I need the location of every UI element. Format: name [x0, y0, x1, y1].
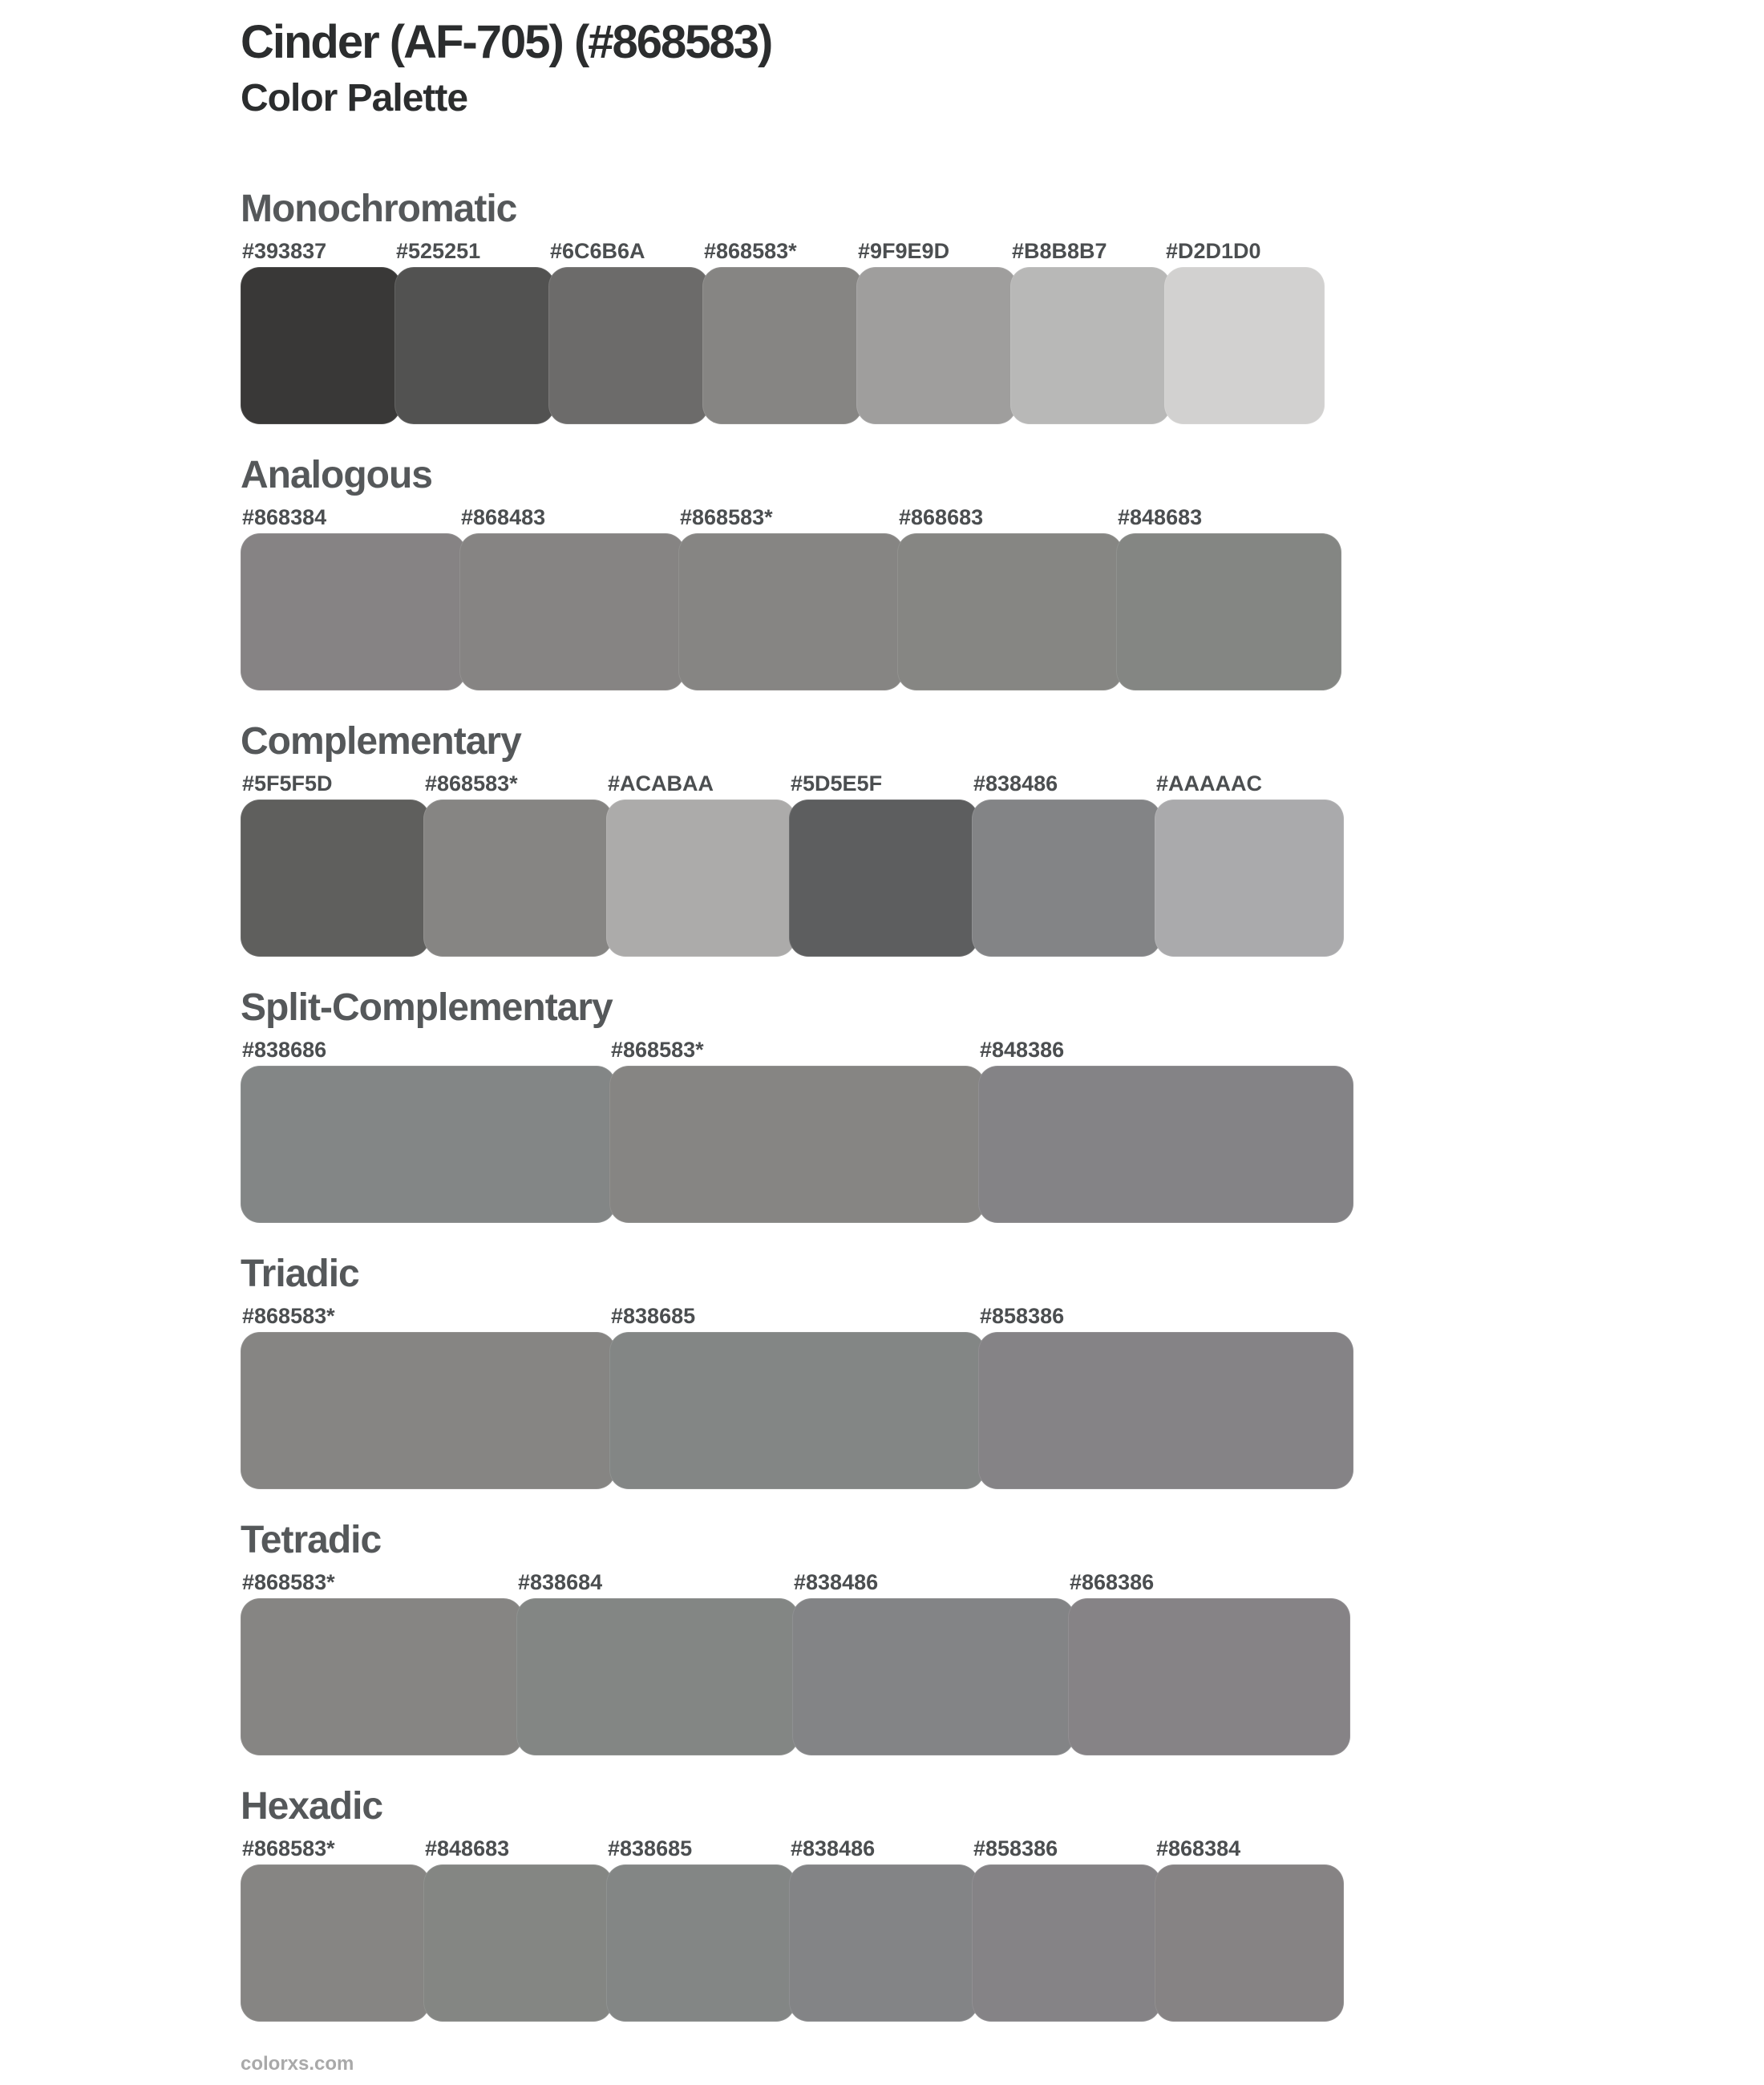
swatch-cell	[241, 1838, 430, 2022]
page-title: Cinder (AF-705) (#868583)	[241, 16, 772, 68]
swatch-hex-label: #868386	[1070, 1570, 1155, 1595]
section-heading: Analogous	[241, 454, 432, 497]
swatch-cell	[1155, 773, 1344, 957]
color-swatch[interactable]	[789, 800, 978, 957]
swatch-cell	[241, 773, 430, 957]
swatch-cell	[241, 507, 466, 690]
palette-section-complementary	[241, 722, 1764, 957]
swatch-cell	[606, 1838, 795, 2022]
swatch-cell	[678, 507, 904, 690]
swatch-cell	[1116, 507, 1341, 690]
color-swatch[interactable]	[856, 267, 1017, 424]
swatch-hex-label: #868583*	[242, 1836, 335, 1861]
palette-section-monochromatic	[241, 189, 1764, 424]
color-swatch[interactable]	[792, 1598, 1074, 1755]
section-heading: Monochromatic	[241, 188, 517, 231]
swatch-cell	[789, 773, 978, 957]
swatch-hex-label: #858386	[973, 1836, 1058, 1861]
swatch-hex-label: #838684	[518, 1570, 603, 1595]
swatch-cell	[241, 241, 401, 424]
swatch-cell	[516, 1572, 799, 1755]
color-swatch[interactable]	[241, 800, 430, 957]
swatch-cell	[978, 1039, 1353, 1223]
swatch-cell	[972, 773, 1161, 957]
color-swatch[interactable]	[1155, 800, 1344, 957]
palette-section-split-complementary	[241, 988, 1764, 1223]
swatch-row	[241, 773, 1764, 957]
color-swatch[interactable]	[1164, 267, 1325, 424]
swatch-hex-label: #848683	[1118, 505, 1203, 530]
swatch-cell	[702, 241, 863, 424]
swatch-hex-label: #868583*	[242, 1304, 335, 1329]
swatch-hex-label: #848386	[980, 1038, 1065, 1063]
swatch-cell	[606, 773, 795, 957]
page-subtitle: Color Palette	[241, 76, 468, 119]
swatch-hex-label: #AAAAAC	[1156, 771, 1263, 796]
swatch-hex-label: #6C6B6A	[550, 239, 645, 264]
swatch-hex-label: #ACABAA	[608, 771, 714, 796]
swatch-hex-label: #838685	[608, 1836, 693, 1861]
color-swatch[interactable]	[972, 800, 1161, 957]
color-swatch[interactable]	[241, 533, 466, 690]
palette-section-tetradic	[241, 1520, 1764, 1755]
swatch-cell	[978, 1306, 1353, 1489]
footer	[241, 2053, 1764, 2075]
swatch-cell	[241, 1039, 616, 1223]
swatch-row	[241, 1306, 1764, 1489]
color-swatch[interactable]	[978, 1332, 1353, 1489]
swatch-hex-label: #868683	[899, 505, 984, 530]
swatch-hex-label: #5F5F5D	[242, 771, 333, 796]
color-swatch[interactable]	[241, 1864, 430, 2022]
swatch-hex-label: #868583*	[680, 505, 773, 530]
swatch-hex-label: #868583*	[611, 1038, 704, 1063]
swatch-hex-label: #838486	[791, 1836, 876, 1861]
swatch-hex-label: #838685	[611, 1304, 696, 1329]
color-swatch[interactable]	[1010, 267, 1171, 424]
swatch-row	[241, 1838, 1764, 2022]
color-swatch[interactable]	[789, 1864, 978, 2022]
swatch-hex-label: #868583*	[704, 239, 797, 264]
swatch-cell	[394, 241, 555, 424]
swatch-cell	[609, 1306, 985, 1489]
swatch-hex-label: #868384	[242, 505, 327, 530]
palette-section-analogous	[241, 455, 1764, 690]
color-swatch[interactable]	[1068, 1598, 1350, 1755]
color-swatch[interactable]	[241, 1066, 616, 1223]
swatch-cell	[1164, 241, 1325, 424]
color-swatch[interactable]	[702, 267, 863, 424]
color-swatch[interactable]	[678, 533, 904, 690]
swatch-cell	[792, 1572, 1074, 1755]
swatch-row	[241, 1572, 1764, 1755]
color-swatch[interactable]	[609, 1066, 985, 1223]
swatch-cell	[423, 1838, 613, 2022]
swatch-hex-label: #9F9E9D	[858, 239, 950, 264]
swatch-hex-label: #838686	[242, 1038, 327, 1063]
swatch-cell	[241, 1306, 616, 1489]
swatch-cell	[897, 507, 1123, 690]
swatch-cell	[459, 507, 685, 690]
swatch-hex-label: #5D5E5F	[791, 771, 883, 796]
section-heading: Complementary	[241, 720, 521, 763]
swatch-cell	[1155, 1838, 1344, 2022]
swatch-row	[241, 1039, 1764, 1223]
color-swatch[interactable]	[1155, 1864, 1344, 2022]
swatch-hex-label: #393837	[242, 239, 327, 264]
swatch-cell	[1068, 1572, 1350, 1755]
swatch-hex-label: #B8B8B7	[1012, 239, 1107, 264]
swatch-cell	[241, 1572, 523, 1755]
swatch-cell	[856, 241, 1017, 424]
swatch-hex-label: #868384	[1156, 1836, 1241, 1861]
color-swatch[interactable]	[972, 1864, 1161, 2022]
section-heading: Triadic	[241, 1253, 359, 1296]
swatch-cell	[609, 1039, 985, 1223]
section-heading: Split-Complementary	[241, 986, 613, 1030]
color-swatch[interactable]	[548, 267, 709, 424]
swatch-row	[241, 507, 1764, 690]
swatch-cell	[423, 773, 613, 957]
swatch-hex-label: #D2D1D0	[1166, 239, 1261, 264]
palette-section-triadic	[241, 1254, 1764, 1489]
swatch-hex-label: #848683	[425, 1836, 510, 1861]
swatch-cell	[789, 1838, 978, 2022]
color-swatch[interactable]	[978, 1066, 1353, 1223]
footer-link[interactable]: colorxs.com	[241, 2053, 354, 2075]
swatch-hex-label: #868483	[461, 505, 546, 530]
swatch-hex-label: #858386	[980, 1304, 1065, 1329]
color-swatch[interactable]	[394, 267, 555, 424]
color-swatch[interactable]	[241, 1598, 523, 1755]
swatch-hex-label: #838486	[794, 1570, 879, 1595]
color-swatch[interactable]	[516, 1598, 799, 1755]
color-swatch[interactable]	[459, 533, 685, 690]
color-swatch[interactable]	[897, 533, 1123, 690]
color-swatch[interactable]	[606, 1864, 795, 2022]
color-swatch[interactable]	[1116, 533, 1341, 690]
swatch-cell	[972, 1838, 1161, 2022]
section-heading: Tetradic	[241, 1519, 382, 1562]
swatch-cell	[1010, 241, 1171, 424]
swatch-hex-label: #868583*	[425, 771, 518, 796]
swatch-hex-label: #838486	[973, 771, 1058, 796]
palette-sections	[241, 189, 1764, 2022]
color-swatch[interactable]	[423, 1864, 613, 2022]
color-swatch[interactable]	[241, 267, 401, 424]
color-swatch[interactable]	[241, 1332, 616, 1489]
palette-section-hexadic	[241, 1787, 1764, 2022]
section-heading: Hexadic	[241, 1785, 383, 1828]
swatch-hex-label: #525251	[396, 239, 481, 264]
color-swatch[interactable]	[609, 1332, 985, 1489]
color-swatch[interactable]	[423, 800, 613, 957]
color-swatch[interactable]	[606, 800, 795, 957]
swatch-hex-label: #868583*	[242, 1570, 335, 1595]
swatch-cell	[548, 241, 709, 424]
swatch-row	[241, 241, 1764, 424]
